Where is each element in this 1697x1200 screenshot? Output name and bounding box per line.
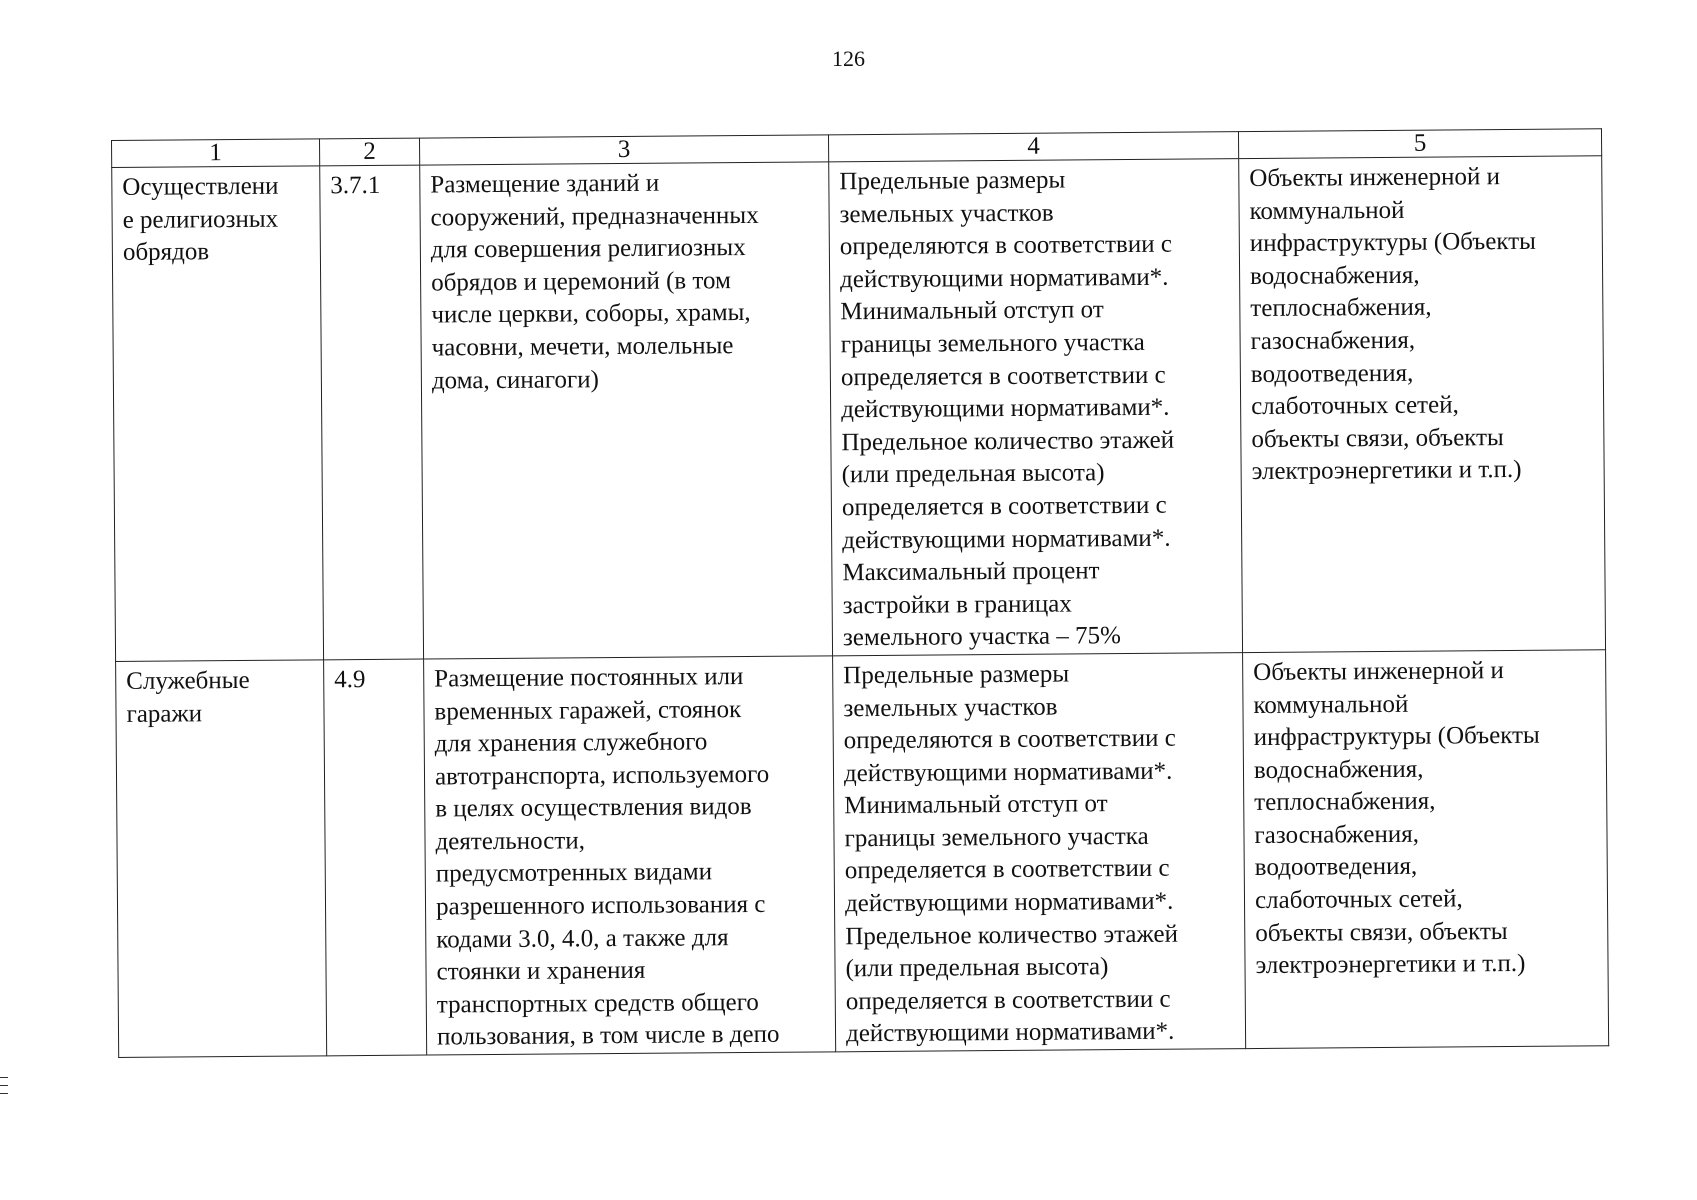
column-number-3: 3 bbox=[419, 135, 828, 165]
column-number-5: 5 bbox=[1238, 129, 1601, 159]
margin-mark bbox=[0, 1085, 8, 1086]
limit-parameters: Предельные размеры земельных участков определяются в соответствии с действующими нормативами*. Минимальный отступ от границы земельного участка определяется в соответствии с действующими нормативами*. Предельное количество этажей (или предельная высота) определяется в соответствии с действующими нормативами*. Максимальный процент застройки в границах земельного участка – 75% bbox=[829, 159, 1243, 656]
use-type-code: 4.9 bbox=[324, 659, 427, 1056]
table-row bbox=[112, 156, 1606, 662]
use-type-name: Осуществлени е религиозных обрядов bbox=[112, 166, 324, 662]
use-type-code: 3.7.1 bbox=[320, 165, 424, 660]
column-number-2: 2 bbox=[319, 138, 419, 166]
column-number-1: 1 bbox=[112, 139, 320, 168]
auxiliary-objects: Объекты инженерной и коммунальной инфраструктуры (Объекты водоснабжения, теплоснабжения, газоснабжения, водоотведения, слаботочных сетей, объекты связи, объекты электроэнергетики и т.п.) bbox=[1243, 650, 1609, 1049]
table-row bbox=[116, 650, 1609, 1058]
use-type-name: Служебные гаражи bbox=[116, 660, 327, 1058]
use-type-description: Размещение зданий и сооружений, предназначенных для совершения религиозных обрядов и церемоний (в том числе церкви, соборы, храмы, часовни, мечети, молельные дома, синагоги) bbox=[420, 162, 833, 659]
use-type-description: Размещение постоянных или временных гаражей, стоянок для хранения служебного автотранспорта, используемого в целях осуществления видов деятельности, предусмотренных видами разрешенного использования с кодами 3.0, 4.0, а также для стоянки и хранения транспортных средств общего пользования, в том числе в депо bbox=[424, 656, 836, 1055]
margin-mark bbox=[0, 1077, 8, 1078]
land-use-table bbox=[111, 128, 1609, 1058]
auxiliary-objects: Объекты инженерной и коммунальной инфраструктуры (Объекты водоснабжения, теплоснабжения, газоснабжения, водоотведения, слаботочных сетей, объекты связи, объекты электроэнергетики и т.п.) bbox=[1239, 156, 1606, 653]
page-number: 126 bbox=[832, 46, 865, 71]
column-number-4: 4 bbox=[828, 132, 1238, 162]
margin-mark bbox=[0, 1093, 8, 1094]
limit-parameters: Предельные размеры земельных участков определяются в соответствии с действующими нормативами*. Минимальный отступ от границы земельного участка определяется в соответствии с действующими нормативами*. Предельное количество этажей (или предельная высота) определяется в соответствии с действующими нормативами*. bbox=[833, 653, 1246, 1052]
